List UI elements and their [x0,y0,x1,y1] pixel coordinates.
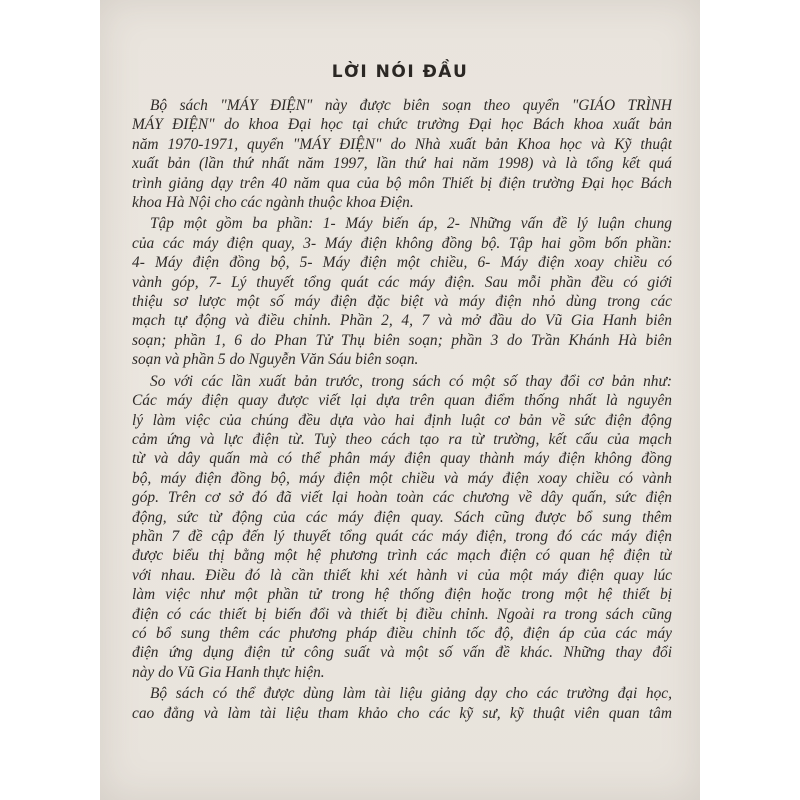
text-line: động, sức từ động của các máy điện quay. Sách cũng được bổ sung thêm [132,508,672,526]
text-line: cảm ứng và lực điện từ. Tuỳ theo cách tạo ra từ trường, kết cấu của mạch [132,430,672,448]
text-line: Các máy điện quay được viết lại dựa trên quan điểm thống nhất là nguyên [132,392,672,410]
text-line: MÁY ĐIỆN" do khoa Đại học tại chức trường Đại học Bách khoa xuất bản [132,116,672,134]
text-line: vành góp, 7- Lý thuyết tổng quát các máy điện. Sau mỗi phần đều có giới [132,273,672,291]
text-line: thiệu sơ lược một số máy điện đặc biệt và máy điện nhỏ dùng trong các [132,293,672,311]
paragraph [132,214,672,369]
text-line: bộ, máy điện đồng bộ, máy điện một chiều và máy điện xoay chiều có vành [132,469,672,487]
text-line: điện có các thiết bị biến đổi và thiết bị điều chỉnh. Ngoài ra trong sách cũng [132,605,672,623]
text-line: làm việc như một phần tử trong hệ thống điện hoặc trong một hệ thiết bị [132,586,672,604]
text-line: Tập một gồm ba phần: 1- Máy biến áp, 2- Những vấn đề lý luận chung [150,215,672,233]
preface-body [132,96,672,725]
page-title: LỜI NÓI ĐẦU [331,62,469,82]
text-line: lý làm việc của chúng đều dựa vào hai định luật cơ bản về sức điện động [132,411,672,429]
paragraph [132,684,672,723]
text-line: 4- Máy điện đồng bộ, 5- Máy điện một chiều, 6- Máy điện xoay chiều có [132,254,672,272]
text-line: xuất bản (lần thứ nhất năm 1997, lần thứ hai năm 1998) và là tổng kết quá [132,155,672,173]
text-line: Bộ sách có thể được dùng làm tài liệu giảng dạy cho các trường đại học, [150,685,672,703]
text-line: năm 1970-1971, quyển "MÁY ĐIỆN" do Nhà xuất bản Khoa học và Kỹ thuật [132,135,672,153]
paragraph [132,372,672,683]
text-line: có bổ sung thêm các phương pháp điều chỉnh tốc độ, điện áp của các máy [132,624,672,642]
text-line: phần 7 đề cập đến lý thuyết tổng quát các máy điện, trong đó các máy điện [132,527,672,545]
text-line: của các máy điện quay, 3- Máy điện không đồng bộ. Tập hai gồm bốn phần: [132,234,672,252]
text-line: cao đẳng và làm tài liệu tham khảo cho các kỹ sư, kỹ thuật viên quan tâm [132,704,672,722]
book-page [100,0,700,800]
text-line: soạn; phần 1, 6 do Phan Tử Thụ biên soạn; phần 3 do Trần Khánh Hà biên [132,331,672,349]
paragraph [132,96,672,212]
text-line: trình giảng dạy trên 40 năm qua của bộ môn Thiết bị điện trường Đại học Bách [132,174,672,192]
text-line: soạn và phần 5 do Nguyễn Văn Sáu biên soạn. [132,351,419,369]
text-line: từ và dây quấn mà có thể phân máy điện quay thành máy điện không đồng [132,450,672,468]
text-line: được biểu thị bằng một hệ phương trình các mạch điện có quan hệ điện từ [132,547,672,565]
text-line: với nhau. Điều đó là cần thiết khi xét hành vi của một máy điện quay lúc [132,566,672,584]
text-line: So với các lần xuất bản trước, trong sách có một số thay đổi cơ bản như: [150,372,672,390]
text-line: góp. Trên cơ sở đó đã viết lại hoàn toàn các chương về dây quấn, sức điện [132,489,672,507]
text-line: Bộ sách "MÁY ĐIỆN" này được biên soạn theo quyển "GIÁO TRÌNH [150,97,672,114]
text-line: này do Vũ Gia Hanh thực hiện. [132,663,325,681]
text-line: điện ứng dụng điện tử công suất và một số vấn đề khác. Những thay đổi [132,644,672,662]
text-line: mạch tự động và điều chỉnh. Phần 2, 4, 7 và mở đầu do Vũ Gia Hanh biên [132,312,672,330]
text-line: khoa Hà Nội cho các ngành thuộc khoa Điện. [132,194,414,212]
